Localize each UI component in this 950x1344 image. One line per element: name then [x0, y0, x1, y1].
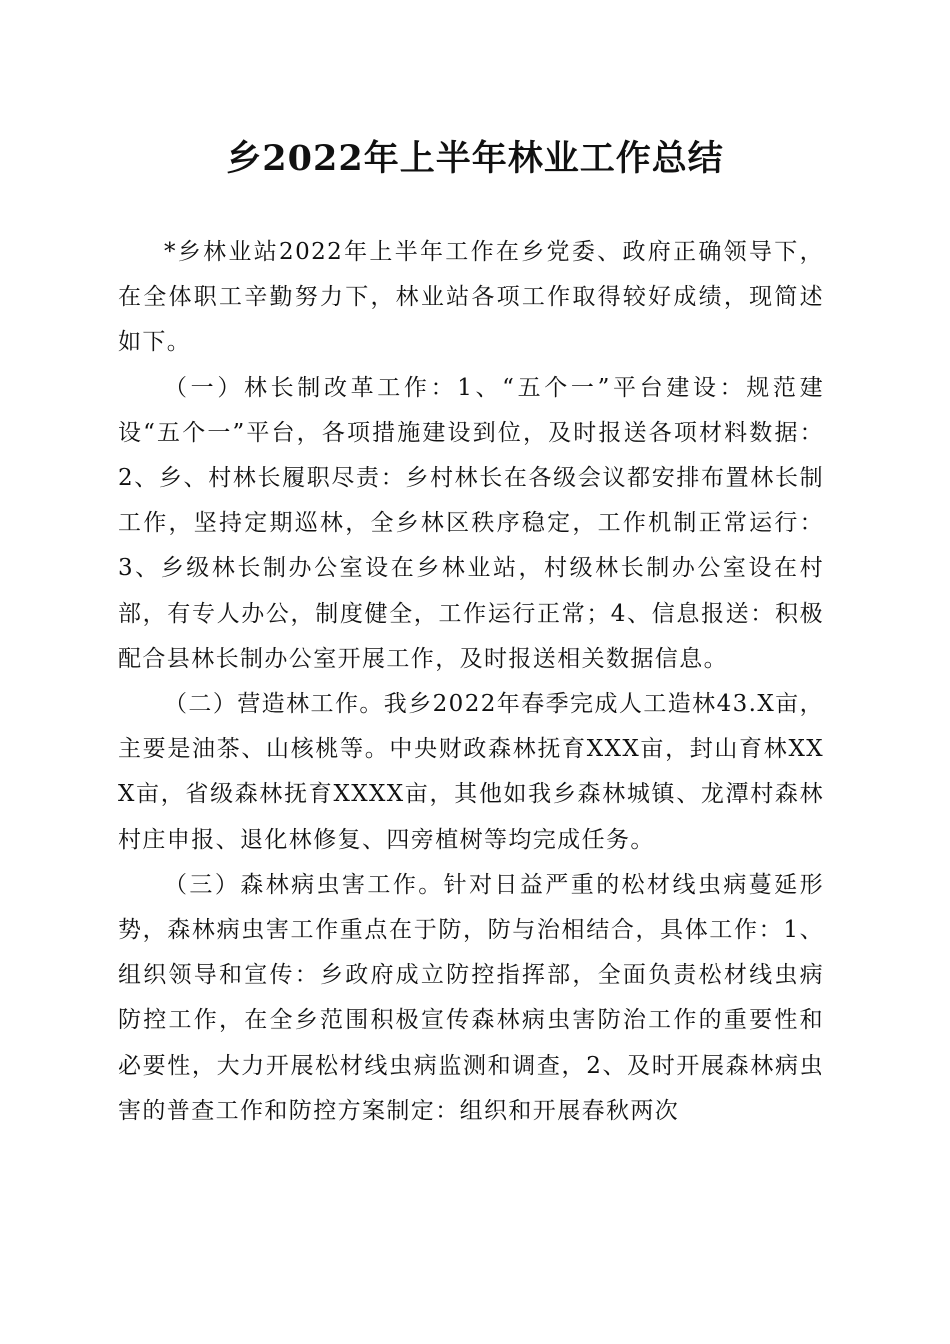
- intro-paragraph: *乡林业站2022年上半年工作在乡党委、政府正确领导下，在全体职工辛勤努力下，林业站各项工作取得较好成绩，现简述如下。: [118, 239, 824, 356]
- afforestation-paragraph: （二）营造林工作。我乡2022年春季完成人工造林43.X亩，主要是油茶、山核桃等。中央财政森林抚育XXX亩，封山育林XXX亩，省级森林抚育XXXX亩，其他如我乡森林城镇、龙潭村森林村庄申报、退化林修复、四旁植树等均完成任务。: [118, 691, 824, 853]
- document-body: [118, 230, 824, 1134]
- pest-control-paragraph: （三）森林病虫害工作。针对日益严重的松材线虫病蔓延形势，森林病虫害工作重点在于防，防与治相结合，具体工作：1、组织领导和宣传：乡政府成立防控指挥部，全面负责松材线虫病防控工作，在全乡范围积极宣传森林病虫害防治工作的重要性和必要性，大力开展松材线虫病监测和调查，2、及时开展森林病虫害的普查工作和防控方案制定：组织和开展春秋两次: [118, 871, 824, 1124]
- forest-chief-reform-paragraph: （一）林长制改革工作：1、“五个一”平台建设：规范建设“五个一”平台，各项措施建设到位，及时报送各项材料数据：2、乡、村林长履职尽责：乡村林长在各级会议都安排布置林长制工作，坚持定期巡林，全乡林区秩序稳定，工作机制正常运行：3、乡级林长制办公室设在乡林业站，村级林长制办公室设在村部，有专人办公，制度健全，工作运行正常；4、信息报送：积极配合县林长制办公室开展工作，及时报送相关数据信息。: [118, 374, 824, 672]
- document-title: 乡2022年上半年林业工作总结: [226, 138, 724, 179]
